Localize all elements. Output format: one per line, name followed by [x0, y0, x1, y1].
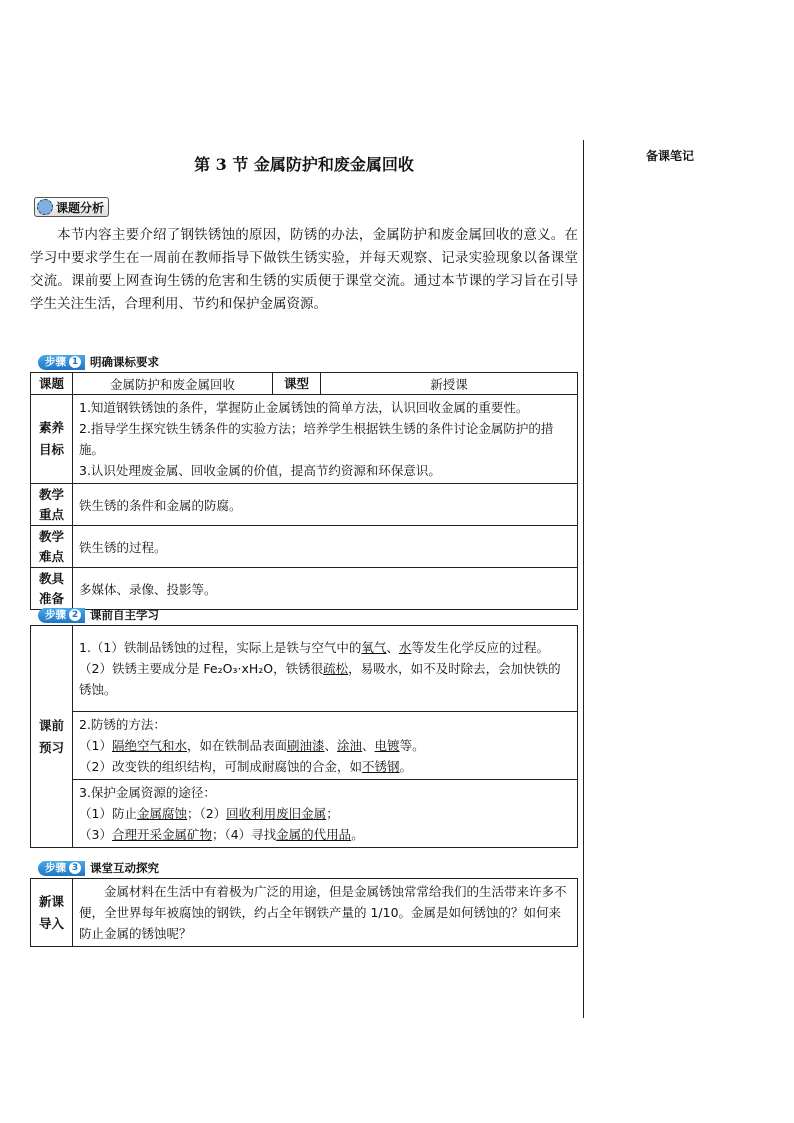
- tools-label: 教具准备: [31, 568, 73, 610]
- preview-q3-title: 3.保护金属资源的途径：: [79, 785, 216, 800]
- preview-q1: [73, 626, 578, 712]
- step-2-header: [38, 607, 159, 623]
- goal-item: 2.指导学生探究铁生锈条件的实验方法；培养学生根据铁生锈的条件讨论金属防护的措施。: [79, 421, 554, 457]
- analysis-label: 课题分析: [56, 200, 105, 215]
- new-lesson-text: 金属材料在生活中有着极为广泛的用途，但是金属锈蚀常常给我们的生活带来许多不便，全世界每年被腐蚀的钢铁，约占全年钢铁产量的 1/10。金属是如何锈蚀的？如何来防止金属的锈蚀呢？: [73, 879, 578, 947]
- preview-q1-b: （2）铁锈主要成分是 Fe₂O₃·xH₂O，铁锈很疏松，易吸水，如不及时除去，会加快铁的锈蚀。: [79, 661, 561, 697]
- preview-table: [30, 625, 578, 848]
- type-label: 课型: [273, 373, 321, 395]
- step-1-number: 1: [69, 356, 81, 368]
- goals-content: [73, 395, 578, 484]
- notes-divider: [583, 140, 584, 1018]
- key-label: 教学重点: [31, 484, 73, 526]
- page-title: 第 3 节 金属防护和废金属回收: [194, 155, 414, 174]
- step-2-label: 课前自主学习: [90, 608, 159, 622]
- preview-q2-title: 2.防锈的方法：: [79, 717, 166, 732]
- objectives-table: [30, 372, 578, 610]
- step-1-pill: 步骤 1: [38, 355, 85, 370]
- preview-q1-a: 1.（1）铁制品锈蚀的过程，实际上是铁与空气中的氧气、水等发生化学反应的过程。: [79, 640, 549, 655]
- step-3-label: 课堂互动探究: [90, 861, 159, 875]
- gear-icon: [37, 199, 53, 215]
- goals-label: 素养目标: [31, 395, 73, 484]
- step-2-number: 2: [69, 609, 81, 621]
- tools-value: 多媒体、录像、投影等。: [73, 568, 578, 610]
- preview-q2: [73, 712, 578, 780]
- intro-table: [30, 878, 578, 947]
- step-1-label: 明确课标要求: [90, 355, 159, 369]
- topic-value: 金属防护和废金属回收: [73, 373, 273, 395]
- side-notes-title: 备课笔记: [645, 149, 694, 163]
- intro-paragraph: 本节内容主要介绍了钢铁锈蚀的原因，防锈的办法，金属防护和废金属回收的意义。在学习中要求学生在一周前在教师指导下做铁生锈实验，并每天观察、记录实验现象以备课堂交流。课前要上网查询生锈的危害和生锈的实质便于课堂交流。通过本节课的学习旨在引导学生关注生活，合理利用、节约和保护金属资源。: [30, 227, 578, 312]
- preview-q3-b: （3）合理开采金属矿物；（4）寻找金属的代用品。: [79, 827, 364, 842]
- analysis-badge: [34, 197, 109, 217]
- step-3-pill: 步骤 3: [38, 861, 85, 876]
- key-value: 铁生锈的条件和金属的防腐。: [73, 484, 578, 526]
- step-2-pill: 步骤 2: [38, 608, 85, 623]
- preview-q3: [73, 780, 578, 848]
- new-lesson-label: 新课导入: [31, 879, 73, 947]
- preview-label: 课前预习: [31, 626, 73, 848]
- preview-q2-b: （2）改变铁的组织结构，可制成耐腐蚀的合金，如不锈钢。: [79, 759, 412, 774]
- step-3-number: 3: [69, 862, 81, 874]
- difficulty-label: 教学难点: [31, 526, 73, 568]
- goal-item: 1.知道钢铁锈蚀的条件，掌握防止金属锈蚀的简单方法，认识回收金属的重要性。: [79, 400, 529, 415]
- analysis-tag: [34, 196, 109, 218]
- step-1-header: [38, 354, 159, 370]
- topic-label: 课题: [31, 373, 73, 395]
- step-3-header: [38, 860, 159, 876]
- preview-q3-a: （1）防止金属腐蚀；（2）回收利用废旧金属；: [79, 806, 339, 821]
- preview-q2-a: （1）隔绝空气和水，如在铁制品表面刷油漆、涂油、电镀等。: [79, 738, 425, 753]
- goal-item: 3.认识处理废金属、回收金属的价值，提高节约资源和环保意识。: [79, 463, 441, 478]
- type-value: 新授课: [321, 373, 578, 395]
- difficulty-value: 铁生锈的过程。: [73, 526, 578, 568]
